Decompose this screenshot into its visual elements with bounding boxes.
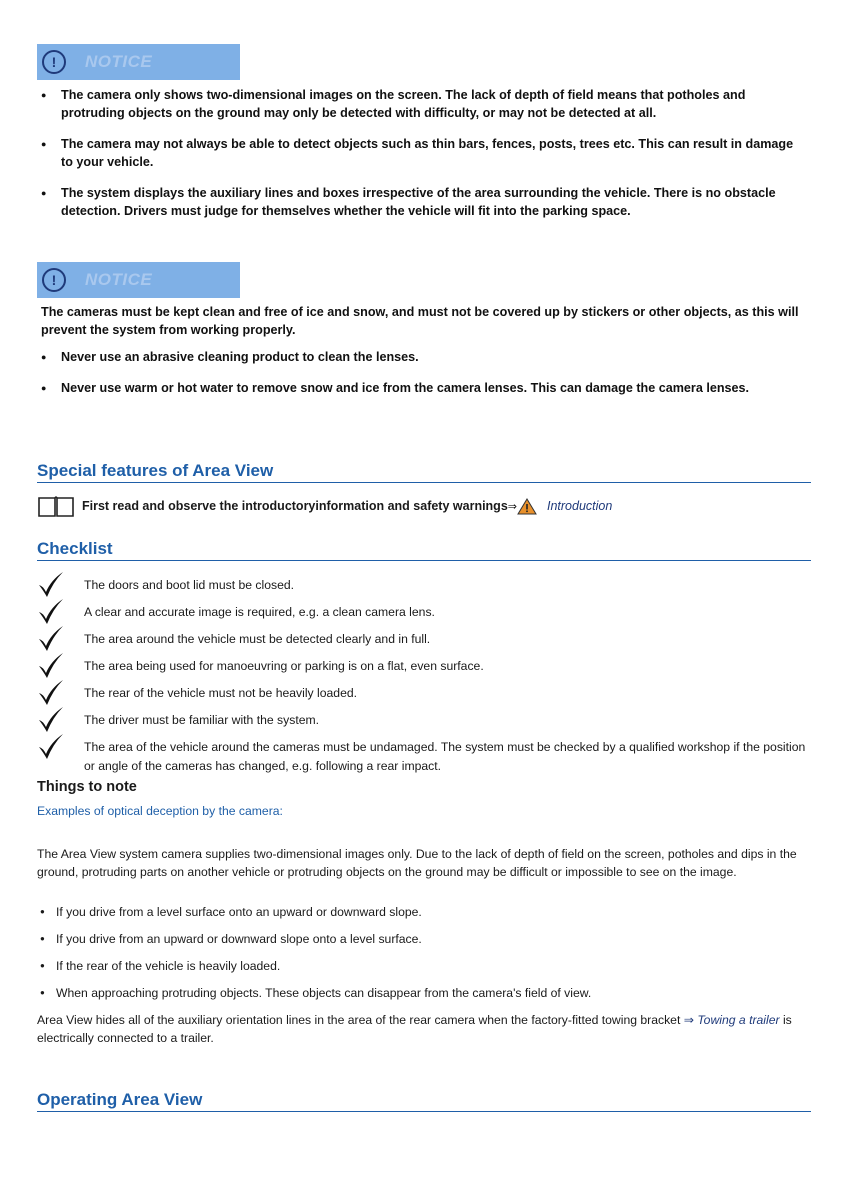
checklist-text: The area of the vehicle around the cameras must be undamaged. The system must be checked by a qualified workshop if the position or angle of the cameras has changed, e.g. following a rear impact. — [84, 740, 806, 773]
list-item: ● If the rear of the vehicle is heavily loaded. — [37, 957, 811, 975]
checklist-text: The area around the vehicle must be detected clearly and in full. — [84, 632, 431, 646]
subsection-subtitle: Examples of optical deception by the camera: — [37, 804, 283, 818]
list-item: ● If you drive from an upward or downward slope onto a level surface. — [37, 930, 811, 948]
checklist-text: The driver must be familiar with the system. — [84, 713, 320, 727]
notice-intro: The cameras must be kept clean and free of ice and snow, and must not be covered up by stickers or other objects, as this will prevent the system from working properly. — [41, 305, 799, 337]
warning-icon — [517, 498, 537, 515]
notice-banner — [37, 262, 240, 298]
book-icon — [37, 494, 75, 518]
intro-row — [37, 494, 612, 518]
section-heading: Operating Area View — [37, 1089, 811, 1112]
checkmark-icon — [37, 570, 65, 598]
checkmark-icon — [37, 624, 65, 652]
intro-text: First read and observe the introductoryinformation and safety warnings — [82, 499, 508, 513]
body-paragraph: The Area View system camera supplies two-dimensional images only. Due to the lack of depth of field on the screen, potholes and dips in the ground, protruding parts on another vehicle or protruding objects on the ground may be difficult or impossible to see on the image. — [37, 847, 797, 879]
closing-text: Area View hides all of the auxiliary orientation lines in the area of the rear camera when the factory-fitted towing bracket — [37, 1013, 681, 1027]
checkmark-icon — [37, 732, 65, 760]
checkmark-icon — [37, 651, 65, 679]
section-heading: Checklist — [37, 538, 811, 561]
towing-trailer-link[interactable]: Towing a trailer — [697, 1013, 780, 1027]
checkmark-icon — [37, 597, 65, 625]
checklist-text: A clear and accurate image is required, e.g. a clean camera lens. — [84, 605, 435, 619]
subsection-heading: Things to note — [37, 779, 137, 795]
list-item: ● If you drive from a level surface onto an upward or downward slope. — [37, 903, 811, 921]
exclamation-icon: ! — [42, 268, 66, 292]
checklist-text: The area being used for manoeuvring or parking is on a flat, even surface. — [84, 659, 484, 673]
notice-banner — [37, 44, 240, 80]
introduction-link[interactable]: Introduction — [547, 499, 613, 513]
checklist-text: The rear of the vehicle must not be heavily loaded. — [84, 686, 358, 700]
section-heading: Special features of Area View — [37, 460, 811, 483]
checklist-text: The doors and boot lid must be closed. — [84, 578, 295, 592]
closing-paragraph — [37, 1011, 811, 1047]
notice-item: ● The system displays the auxiliary lines and boxes irrespective of the area surrounding the vehicle. There is no obstacle detection. Drivers must judge for themselves whether the vehicle will fit into the parking space. — [37, 184, 797, 220]
notice-item: ● Never use an abrasive cleaning product to clean the lenses. — [37, 348, 797, 366]
checkmark-icon — [37, 705, 65, 733]
arrow-icon: ⇒ — [507, 500, 517, 513]
notice-item: ● Never use warm or hot water to remove snow and ice from the camera lenses. This can damage the camera lenses. — [37, 379, 797, 397]
list-item: ● When approaching protruding objects. These objects can disappear from the camera's field of view. — [37, 984, 811, 1002]
notice-item: ● The camera only shows two-dimensional images on the screen. The lack of depth of field means that potholes and protruding objects on the ground may only be detected with difficulty, or may not be detected at all. — [37, 86, 797, 122]
notice-label: NOTICE — [85, 270, 153, 289]
closing-text-end: is electrically connected to a trailer. — [37, 1013, 792, 1045]
checkmark-icon — [37, 678, 65, 706]
exclamation-icon: ! — [42, 50, 66, 74]
arrow-icon: ⇒ — [683, 1013, 694, 1027]
notice-item: ● The camera may not always be able to detect objects such as thin bars, fences, posts, trees etc. This can result in damage to your vehicle. — [37, 135, 797, 171]
notice-label: NOTICE — [85, 52, 153, 71]
